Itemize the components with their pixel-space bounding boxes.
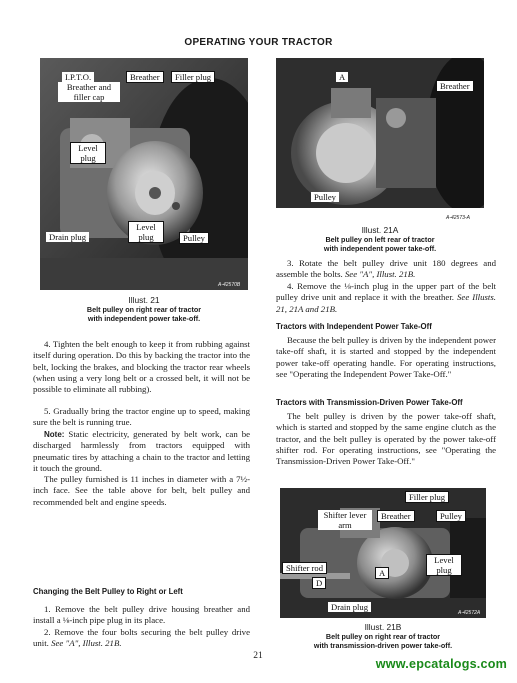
label-shifter-rod: Shifter rod <box>282 562 327 574</box>
illus21-ref: A-42570B <box>218 282 241 288</box>
right-step-3-ref: See "A", Illust. 21B. <box>344 269 416 280</box>
changing-step-2 <box>33 627 250 650</box>
label-filler-plug: Filler plug <box>405 491 449 503</box>
label-d: D <box>312 577 326 589</box>
tdpto-text: The belt pulley is driven by the power take-off shaft, which is started and stopped by the same engine clutch as the tractor, and the belt pulley is operated by the power take-off shifter rod. For operating instructions, see "Operating the Transmission-Driven Power Take-Off." <box>276 411 496 467</box>
left-para-5: 5. Gradually bring the tractor engine up to speed, making sure the belt is running true. <box>33 406 250 428</box>
illus21-caption-line2: with independent power take-off. <box>87 314 201 323</box>
illus21a-caption-line1: Belt pulley on left rear of tractor <box>325 235 435 244</box>
right-step-4 <box>276 281 496 315</box>
ipto-text: Because the belt pulley is driven by the independent power take-off shaft, it is started and stopped by the independent power take-off operating handle. For operating instructions, see "Operating the Independent Power Take-Off." <box>276 335 496 379</box>
illus21b-caption-title: Illust. 21B <box>364 622 402 632</box>
changing-heading: Changing the Belt Pulley to Right or Left <box>33 587 183 596</box>
label-a: A <box>375 567 389 579</box>
illus21-caption <box>40 296 248 323</box>
label-breather-filler-cap: Breather and filler cap <box>58 82 120 102</box>
note-text: Static electricity, generated by belt work, can be discharged harmlessly from tractors equipped with pneumatic tires by attaching a chain to the tractor and letting it touch the ground. <box>33 429 250 473</box>
illustration-21a-photo <box>276 58 484 222</box>
illus21a-caption-title: Illust. 21A <box>361 225 399 235</box>
label-pulley: Pulley <box>436 510 466 522</box>
changing-step-2-text: 2. Remove the four bolts securing the belt pulley drive unit. <box>33 627 250 649</box>
illus21b-ref: A-42572A <box>458 610 481 616</box>
left-pulley-text: The pulley furnished is 11 inches in diameter with a 7½-inch face. See the table above for belt, belt pulley and recommended belt and engine speeds. <box>33 474 250 507</box>
label-breather: Breather <box>126 71 164 83</box>
illus21a-caption-line2: with independent power take-off. <box>323 244 437 253</box>
illus21-caption-title: Illust. 21 <box>128 295 160 305</box>
label-filler-plug: Filler plug <box>171 71 215 83</box>
label-breather: Breather <box>377 510 415 522</box>
label-shifter-lever-arm: Shifter lever arm <box>318 510 372 530</box>
label-pulley: Pulley <box>179 232 209 244</box>
watermark: www.epcatalogs.com <box>375 657 507 671</box>
illus21b-caption-line2: with transmission-driven power take-off. <box>313 641 453 650</box>
label-level-plug-1: Level plug <box>70 142 106 164</box>
changing-step-2-ref: See "A", Illust. 21B. <box>51 638 122 649</box>
illus21b-caption <box>280 623 486 650</box>
label-pulley: Pulley <box>311 192 339 202</box>
label-a: A <box>336 72 348 82</box>
label-drain-plug: Drain plug <box>46 232 89 242</box>
page-heading: OPERATING YOUR TRACTOR <box>184 37 333 48</box>
illus21-caption-line1: Belt pulley on right rear of tractor <box>86 305 202 314</box>
right-step-4-ref: See Illusts. 21, 21A and 21B. <box>276 292 496 314</box>
illustration-21-photo <box>40 58 248 290</box>
label-breather: Breather <box>436 80 474 92</box>
illus21a-ref: A-42573-A <box>446 215 470 221</box>
illus21b-caption-line1: Belt pulley on right rear of tractor <box>325 632 441 641</box>
label-drain-plug: Drain plug <box>328 602 371 612</box>
left-note <box>33 429 250 474</box>
illustration-21b-image <box>280 488 486 618</box>
right-step-3-text: 3. Rotate the belt pulley drive unit 180 degrees and assemble the bolts. <box>276 258 496 280</box>
changing-step-1: 1. Remove the belt pulley drive housing breather and install a ⅛-inch pipe plug in its place. <box>33 604 250 626</box>
right-step-3 <box>276 258 496 281</box>
label-level-plug: Level plug <box>426 554 462 576</box>
illus21a-caption <box>276 226 484 253</box>
page-number: 21 <box>253 651 263 661</box>
illustration-21b-photo <box>280 488 486 618</box>
ipto-heading: Tractors with Independent Power Take-Off <box>276 322 432 331</box>
label-level-plug-2: Level plug <box>128 221 164 243</box>
right-step-4-text: 4. Remove the ⅛-inch plug in the upper part of the belt pulley drive unit and replace it with the breather. <box>276 281 496 303</box>
left-para-4: 4. Tighten the belt enough to keep it from rubbing against itself during operation. Do this by backing the tractor into the belt, locking the brakes, and blocking the tractor rear wheels (when using a very long belt or a crossed belt, it will not be possible to eliminate all rubbing). <box>33 339 250 395</box>
tdpto-heading: Tractors with Transmission-Driven Power Take-Off <box>276 398 463 407</box>
note-label: Note: <box>44 430 65 439</box>
label-ipto: I.P.T.O. <box>62 72 94 82</box>
